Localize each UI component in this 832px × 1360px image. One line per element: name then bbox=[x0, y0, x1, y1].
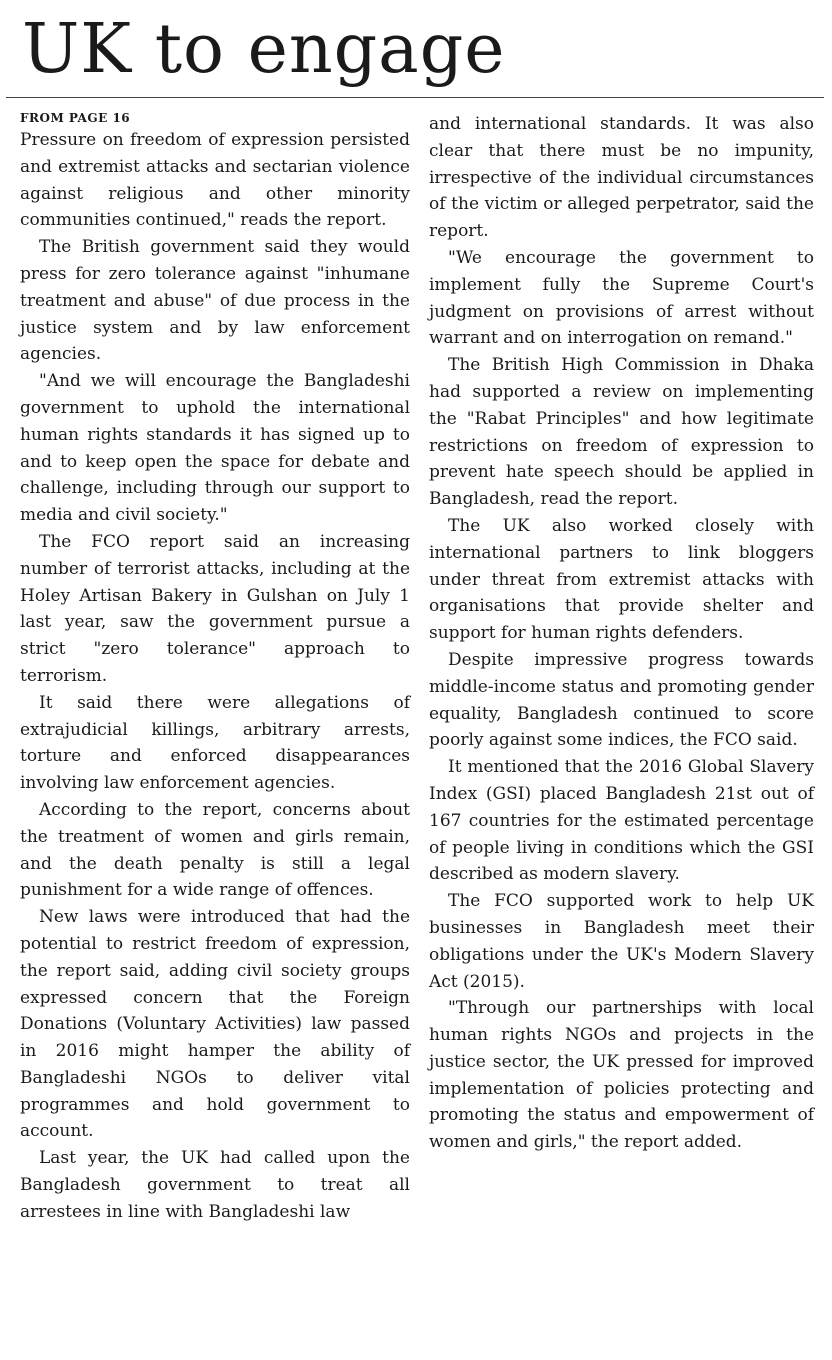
continuation-kicker: FROM PAGE 16 bbox=[20, 111, 131, 125]
paragraph: It said there were allegations of extrajudicial killings, arbitrary arrests, torture and enforced disappearances involving law enforcement agencies. bbox=[20, 692, 410, 794]
right-column bbox=[429, 111, 814, 1156]
paragraph: The British High Commission in Dhaka had supported a review on implementing the "Rabat Principles" and how legitimate restrictions on freedom of expression to prevent hate speech should be applied in Bangladesh, read the report. bbox=[429, 355, 814, 510]
paragraph: Pressure on freedom of expression persisted and extremist attacks and sectarian violence against religious and other minority communities continued," reads the report. bbox=[20, 130, 410, 231]
paragraph: and international standards. It was also clear that there must be no impunity, irrespective of the individual circumstances of the victim or alleged perpetrator, said the report. bbox=[429, 114, 814, 242]
paragraph: Last year, the UK had called upon the Bangladesh government to treat all arrestees in line with Bangladeshi law bbox=[20, 1148, 410, 1222]
left-column bbox=[20, 110, 410, 1226]
paragraph: "And we will encourage the Bangladeshi government to uphold the international human rights standards it has signed up to and to keep open the space for debate and challenge, including through our support to media and civil society." bbox=[20, 371, 410, 526]
paragraph: According to the report, concerns about the treatment of women and girls remain, and the death penalty is still a legal punishment for a wide range of offences. bbox=[20, 799, 410, 901]
paragraph: Despite impressive progress towards middle-income status and promoting gender equality, Bangladesh continued to score poorly against some indices, the FCO said. bbox=[429, 649, 814, 751]
paragraph: The UK also worked closely with international partners to link bloggers under threat from extremist attacks with organisations that provide shelter and support for human rights defenders. bbox=[429, 515, 814, 644]
paragraph: The FCO report said an increasing number of terrorist attacks, including at the Holey Artisan Bakery in Gulshan on July 1 last year, saw the government pursue a strict "zero tolerance" approach to terrorism. bbox=[20, 531, 410, 686]
paragraph: "We encourage the government to implement fully the Supreme Court's judgment on provisions of arrest without warrant and on interrogation on remand." bbox=[429, 247, 814, 349]
headline-rule bbox=[6, 97, 824, 98]
paragraph: It mentioned that the 2016 Global Slavery Index (GSI) placed Bangladesh 21st out of 167 countries for the estimated percentage of people living in conditions which the GSI described as modern slavery. bbox=[429, 757, 814, 885]
paragraph: New laws were introduced that had the potential to restrict freedom of expression, the report said, adding civil society groups expressed concern that the Foreign Donations (Voluntary Activities) law passed in 2016 might hamper the ability of Bangladeshi NGOs to deliver vital programmes and hold government to account. bbox=[20, 907, 410, 1142]
headline: UK to engage bbox=[22, 10, 506, 89]
paragraph: "Through our partnerships with local human rights NGOs and projects in the justice sector, the UK pressed for improved implementation of policies protecting and promoting the status and empowerment of women and girls," the report added. bbox=[429, 998, 814, 1153]
paragraph: The British government said they would press for zero tolerance against "inhumane treatment and abuse" of due process in the justice system and by law enforcement agencies. bbox=[20, 237, 410, 365]
paragraph: The FCO supported work to help UK businesses in Bangladesh meet their obligations under the UK's Modern Slavery Act (2015). bbox=[429, 891, 814, 992]
